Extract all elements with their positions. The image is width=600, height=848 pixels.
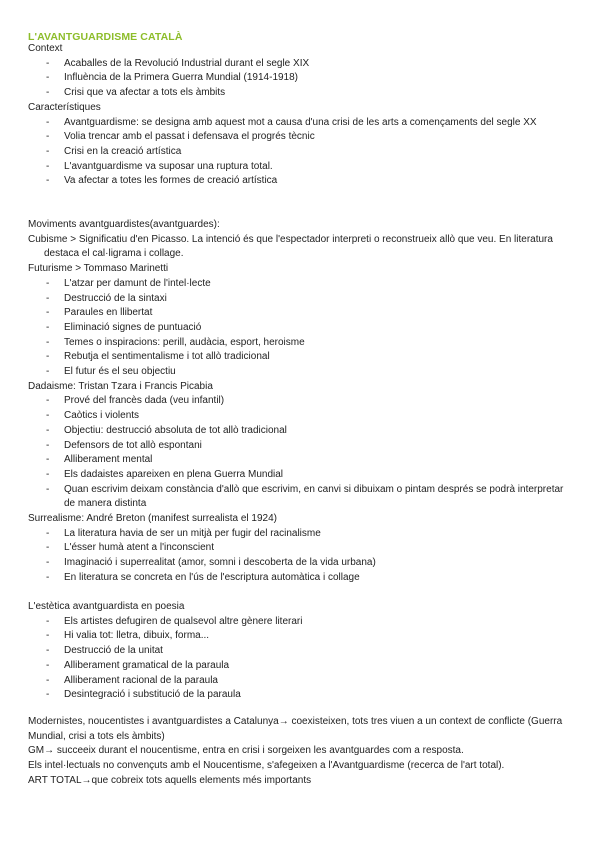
list-item: - Desintegració i substitució de la paraula <box>28 688 573 703</box>
surrealism-heading: Surrealisme: André Breton (manifest surrealista el 1924) <box>28 513 278 525</box>
list-item: - Alliberament mental <box>28 453 573 468</box>
list-item: - Crisi en la creació artística <box>28 145 573 160</box>
list-item: - Objectiu: destrucció absoluta de tot allò tradicional <box>28 424 573 439</box>
list-item: - Alliberament racional de la paraula <box>28 674 573 689</box>
movements-section <box>28 218 573 586</box>
list-item: - Crisi que va afectar a tots els àmbits <box>28 86 573 101</box>
characteristics-list <box>28 116 573 190</box>
list-item: - Eliminació signes de puntuació <box>28 321 573 336</box>
list-item: - Paraules en llibertat <box>28 306 573 321</box>
closing-section <box>28 715 573 789</box>
poetry-list <box>28 615 573 703</box>
context-heading: Context <box>28 43 63 54</box>
list-item: - Rebutja el sentimentalisme i tot allò tradicional <box>28 350 573 365</box>
closing-paragraph: ART TOTAL→que cobreix tots aquells elements més importants <box>28 774 312 786</box>
list-item: - Destrucció de la sintaxi <box>28 292 573 307</box>
dadaism-list <box>28 394 573 512</box>
list-item: - L'atzar per damunt de l'intel·lecte <box>28 277 573 292</box>
document-title: L'AVANTGUARDISME CATALÀ <box>28 31 183 43</box>
context-section <box>28 42 573 189</box>
futurism-list <box>28 277 573 380</box>
list-item: - Quan escrivim deixam constància d'allò que escrivim, en canvi si dibuixam o pintam després se podrà interpretar de manera distinta <box>28 483 573 512</box>
list-item: - Hi valia tot: lletra, dibuix, forma... <box>28 629 573 644</box>
poetry-heading: L'estètica avantguardista en poesia <box>28 601 185 612</box>
closing-paragraph: Els intel·lectuals no convençuts amb el Noucentisme, s'afegeixen a l'Avantguardisme (recerca de l'art total). <box>28 760 505 772</box>
cubism-paragraph: Cubisme > Significatiu d'en Picasso. La intenció és que l'espectador interpreti o reconstrueix allò que veu. En literatura destaca el cal·ligrama i collage. <box>28 233 553 260</box>
poetry-section <box>28 600 573 703</box>
closing-paragraph: Modernistes, noucentistes i avantguardistes a Catalunya→ coexisteixen, tots tres viuen a un context de conflicte (Guerra Mundial, crisi a tots els àmbits) <box>28 716 563 742</box>
list-item: - L'ésser humà atent a l'inconscient <box>28 541 573 556</box>
list-item: - Els dadaistes apareixen en plena Guerra Mundial <box>28 468 573 483</box>
list-item: - El futur és el seu objectiu <box>28 365 573 380</box>
futurism-heading: Futurisme > Tommaso Marinetti <box>28 263 169 275</box>
surrealism-list <box>28 527 573 586</box>
list-item: - Va afectar a totes les formes de creació artística <box>28 174 573 189</box>
list-item: - Temes o inspiracions: perill, audàcia, esport, heroisme <box>28 336 573 351</box>
list-item: - Acaballes de la Revolució Industrial durant el segle XIX <box>28 57 573 72</box>
closing-paragraph: GM→ succeeix durant el noucentisme, entra en crisi i sorgeixen les avantguardes com a resposta. <box>28 745 464 757</box>
list-item: - Defensors de tot allò espontani <box>28 439 573 454</box>
list-item: - En literatura se concreta en l'ús de l'escriptura automàtica i collage <box>28 571 573 586</box>
dadaism-heading: Dadaisme: Tristan Tzara i Francis Picabia <box>28 380 213 392</box>
context-list <box>28 57 573 101</box>
list-item: - Influència de la Primera Guerra Mundial (1914-1918) <box>28 71 573 86</box>
list-item: - La literatura havia de ser un mitjà per fugir del racinalisme <box>28 527 573 542</box>
list-item: - Volia trencar amb el passat i defensava el progrés tècnic <box>28 130 573 145</box>
list-item: - Destrucció de la unitat <box>28 644 573 659</box>
movements-heading: Moviments avantguardistes(avantguardes): <box>28 219 220 230</box>
list-item: - Alliberament gramatical de la paraula <box>28 659 573 674</box>
list-item: - Prové del francès dada (veu infantil) <box>28 394 573 409</box>
list-item: - Els artistes defugiren de qualsevol altre gènere literari <box>28 615 573 630</box>
list-item: - L'avantguardisme va suposar una ruptura total. <box>28 160 573 175</box>
list-item: - Avantguardisme: se designa amb aquest mot a causa d'una crisi de les arts a començaments del segle XX <box>28 116 573 131</box>
characteristics-heading: Característiques <box>28 101 101 113</box>
list-item: - Caòtics i violents <box>28 409 573 424</box>
list-item: - Imaginació i superrealitat (amor, somni i descoberta de la vida urbana) <box>28 556 573 571</box>
